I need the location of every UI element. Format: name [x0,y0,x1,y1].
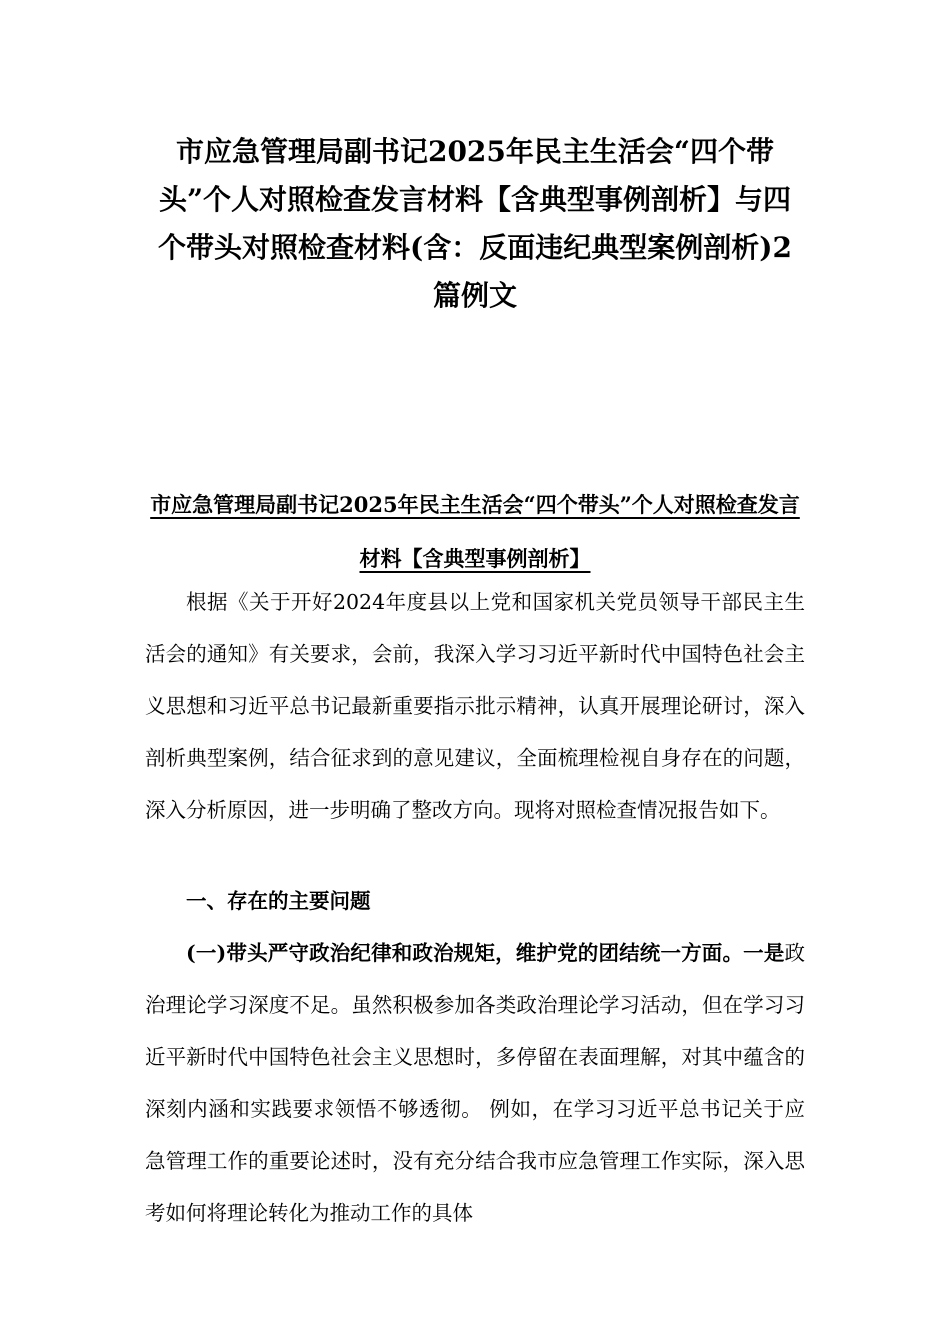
subsection-body-text: 政治理论学习深度不足。虽然积极参加各类政治理论学习活动，但在学习习近平新时代中国特色社会主义思想时，多停留在表面理解，对其中蕴含的深刻内涵和实践要求领悟不够透彻。 例如，在学习习近平总书记关于应急管理工作的重要论述时，没有充分结合我市应急管理工作实际，深入思考如何将理论转化为推动工作的具体 [145,941,805,1225]
subsection-bold-lead: (一)带头严守政治纪律和政治规矩，维护党的团结统一方面。一是 [186,941,785,965]
heading-main-problems: 一、存在的主要问题 [186,889,371,913]
subsection-paragraph [145,927,805,1239]
section-title: 市应急管理局副书记2025年民主生活会“四个带头”个人对照检查发言材料【含典型事例剖析】 [150,492,800,571]
intro-paragraph: 根据《关于开好2024年度县以上党和国家机关党员领导干部民主生活会的通知》有关要求，会前，我深入学习习近平新时代中国特色社会主义思想和习近平总书记最新重要指示批示精神，认真开展理论研讨，深入剖析典型案例，结合征求到的意见建议，全面梳理检视自身存在的问题，深入分析原因，进一步明确了整改方向。现将对照检查情况报告如下。 [145,590,805,822]
document-main-title: 市应急管理局副书记2025年民主生活会“四个带头”个人对照检查发言材料【含典型事例剖析】与四个带头对照检查材料(含：反面违纪典型案例剖析)2篇例文 [158,135,792,312]
